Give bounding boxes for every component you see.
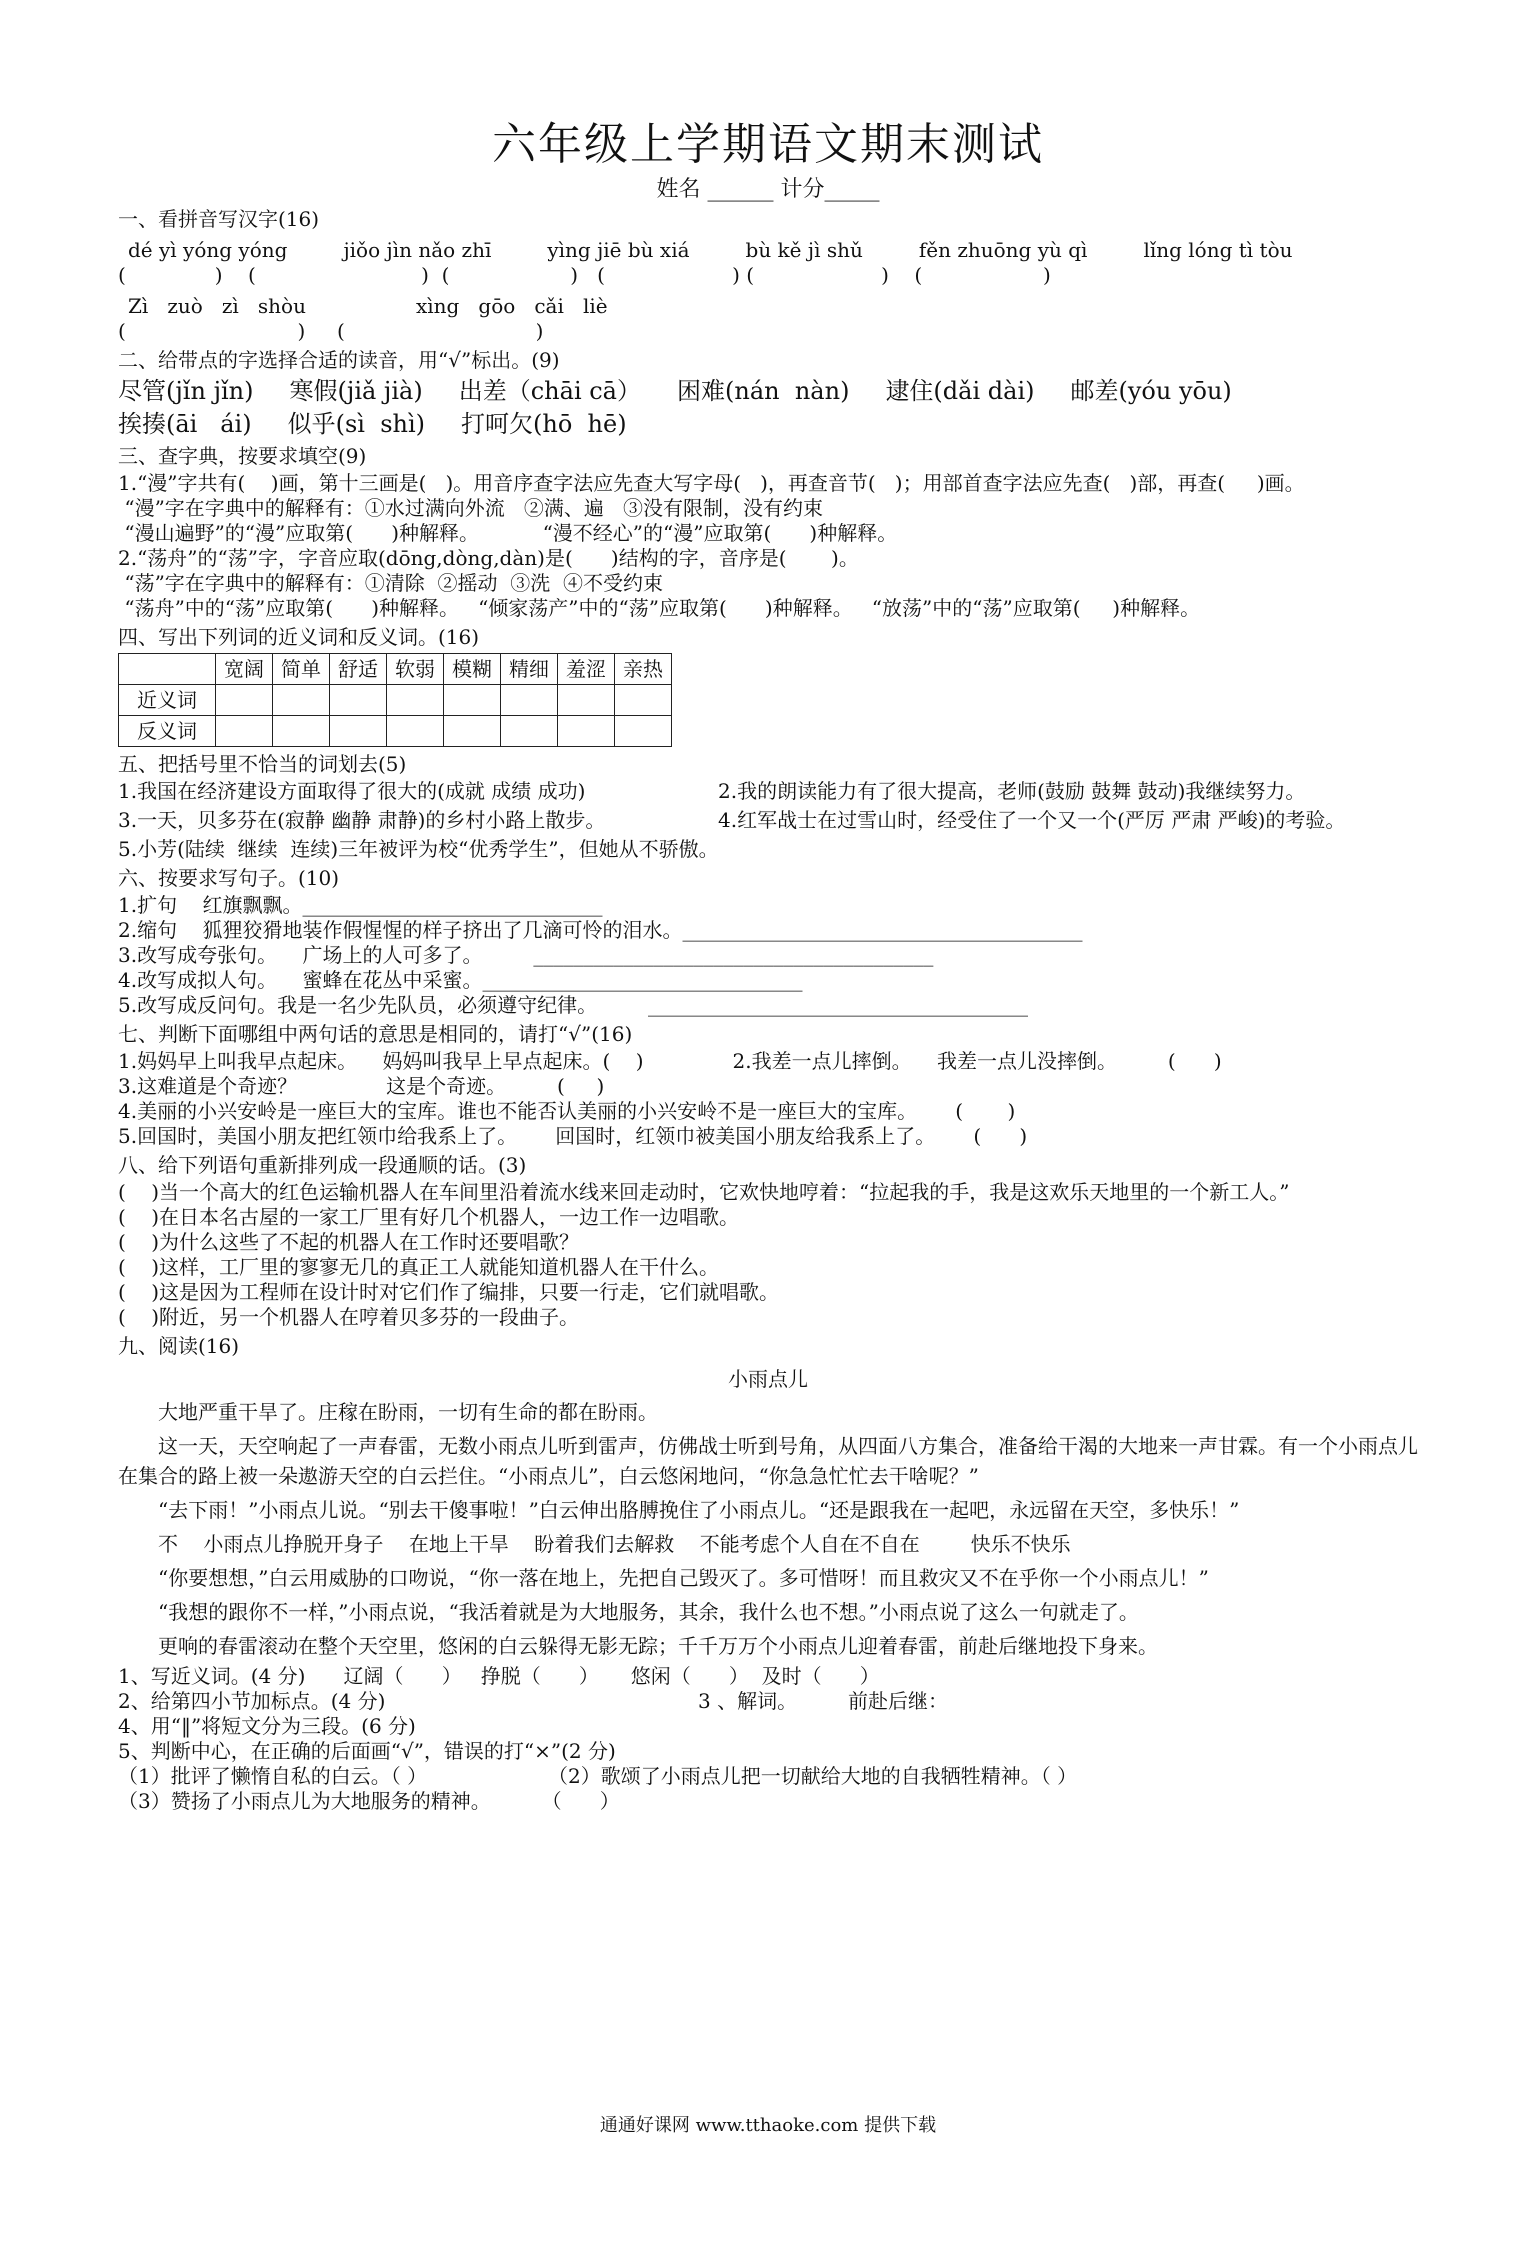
dictionary-line: “荡”字在字典中的解释有：①清除 ②摇动 ③洗 ④不受约束 [118, 571, 663, 596]
question-item: 4.红军战士在过雪山时，经受住了一个又一个(严厉 严肃 严峻)的考验。 [718, 808, 1346, 833]
judge-option[interactable]: （3）赞扬了小雨点儿为大地服务的精神。 （ ） [118, 1789, 620, 1814]
word-cell: 宽阔 [216, 654, 273, 685]
pronunciation-row-2 [118, 411, 1418, 439]
sentence-task[interactable]: 2.缩句 狐狸狡猾地装作假惺惺的样子挤出了几滴可怜的泪水。________________________________________ [118, 918, 1083, 943]
answer-cell[interactable] [444, 685, 501, 716]
pronunciation-item[interactable]: 困难(nán nàn) [677, 376, 850, 405]
dictionary-line: “荡舟”中的“荡”应取第( )种解释。 “倾家荡产”中的“荡”应取第( )种解释。 “放荡”中的“荡”应取第( )种解释。 [118, 596, 1201, 621]
dictionary-line: “漫山遍野”的“漫”应取第( )种解释。 “漫不经心”的“漫”应取第( )种解释。 [118, 521, 898, 546]
sentence-task[interactable]: 1.扩句 红旗飘飘。______________________________ [118, 893, 603, 918]
story-paragraph: 这一天，天空响起了一声春雷，无数小雨点儿听到雷声，仿佛战士听到号角，从四面八方集合，准备给干渴的大地来一声甘霖。有一个小雨点儿在集合的路上被一朵遨游天空的白云拦住。“小雨点儿”，白云悠闲地问，“你急急忙忙去干啥呢？” [118, 1434, 1418, 1489]
question-pair [118, 1690, 1418, 1713]
pinyin-item: bù kě jì shǔ [745, 237, 863, 262]
judge-item[interactable]: 4.美丽的小兴安岭是一座巨大的宝库。谁也不能否认美丽的小兴安岭不是一座巨大的宝库。 ( ) [118, 1099, 1016, 1124]
table-corner-cell [119, 654, 216, 685]
reading-question[interactable]: 2、给第四小节加标点。(4 分) [118, 1689, 386, 1714]
pronunciation-item[interactable]: 打呵欠(hō hē) [461, 410, 627, 439]
table-row [119, 716, 672, 747]
sentence-task[interactable]: 5.改写成反问句。我是一名少先队员，必须遵守纪律。 ______________________________________ [118, 993, 1028, 1018]
pronunciation-item[interactable]: 寒假(jiǎ jià) [289, 376, 423, 405]
answer-cell[interactable] [615, 716, 672, 747]
answer-cell[interactable] [216, 685, 273, 716]
order-item[interactable]: ( )这样，工厂里的寥寥无几的真正工人就能知道机器人在干什么。 [118, 1255, 720, 1280]
pinyin-row-1 [128, 239, 1418, 262]
pinyin-item: fěn zhuōng yù qì [918, 237, 1088, 262]
reading-question[interactable]: 1、写近义词。(4 分) 辽阔（ ） 挣脱（ ） 悠闲（ ） 及时（ ） [118, 1664, 880, 1689]
story-paragraph: “我想的跟你不一样，”小雨点说，“我活着就是为大地服务，其余，我什么也不想。”小雨点说了这么一句就走了。 [158, 1600, 1139, 1625]
page-title: 六年级上学期语文期末测试 [492, 119, 1044, 170]
judge-item[interactable]: 3.这难道是个奇迹？ 这是个奇迹。 ( ) [118, 1074, 605, 1099]
word-cell: 精细 [501, 654, 558, 685]
pinyin-item: dé yì yóng yóng [128, 237, 288, 262]
word-cell: 软弱 [387, 654, 444, 685]
section-9-heading: 九、阅读(16) [118, 1334, 240, 1359]
order-item[interactable]: ( )附近，另一个机器人在哼着贝多芬的一段曲子。 [118, 1305, 580, 1330]
answer-cell[interactable] [273, 685, 330, 716]
answer-cell[interactable] [387, 685, 444, 716]
order-item[interactable]: ( )当一个高大的红色运输机器人在车间里沿着流水线来回走动时，它欢快地哼着：“拉起我的手，我是这欢乐天地里的一个新工人。” [118, 1180, 1290, 1205]
page-footer: 通通好课网 www.tthaoke.com 提供下载 [599, 2115, 937, 2136]
word-cell: 羞涩 [558, 654, 615, 685]
dictionary-line: “漫”字在字典中的解释有：①水过满向外流 ②满、遍 ③没有限制，没有约束 [118, 496, 823, 521]
order-item[interactable]: ( )在日本名古屋的一家工厂里有好几个机器人，一边工作一边唱歌。 [118, 1205, 740, 1230]
answer-cell[interactable] [330, 716, 387, 747]
section-8-heading: 八、给下列语句重新排列成一段通顺的话。(3) [118, 1153, 527, 1178]
section-5-heading: 五、把括号里不恰当的词划去(5) [118, 752, 407, 777]
table-row [119, 685, 672, 716]
pinyin-row-2 [128, 295, 1418, 318]
story-paragraph: 大地严重干旱了。庄稼在盼雨，一切有生命的都在盼雨。 [158, 1400, 658, 1425]
row-label: 近义词 [119, 685, 216, 716]
answer-cell[interactable] [615, 685, 672, 716]
section-6-heading: 六、按要求写句子。(10) [118, 866, 340, 891]
word-cell: 模糊 [444, 654, 501, 685]
judge-item[interactable]: 5.回国时，美国小朋友把红领巾给我系上了。 回国时，红领巾被美国小朋友给我系上了。 ( ) [118, 1124, 1028, 1149]
dictionary-line: 2.“荡舟”的“荡”字，字音应取(dōng,dòng,dàn)是( )结构的字，音序是( )。 [118, 546, 859, 571]
pinyin-item: yìng jiē bù xiá [547, 237, 690, 262]
answer-cell[interactable] [444, 716, 501, 747]
question-pair [118, 1765, 1418, 1788]
order-item[interactable]: ( )为什么这些了不起的机器人在工作时还要唱歌？ [118, 1230, 580, 1255]
question-pair [118, 780, 1418, 803]
word-cell: 简单 [273, 654, 330, 685]
word-cell: 舒适 [330, 654, 387, 685]
judge-option[interactable]: （1）批评了懒惰自私的白云。（ ） [118, 1764, 428, 1789]
answer-cell[interactable] [501, 716, 558, 747]
answer-cell[interactable] [216, 716, 273, 747]
pronunciation-item[interactable]: 逮住(dǎi dài) [885, 376, 1035, 405]
pinyin-item: Zì zuò zì shòu [128, 293, 306, 318]
answer-cell[interactable] [330, 685, 387, 716]
table-header-row [119, 654, 672, 685]
question-pair [118, 809, 1418, 832]
row-label: 反义词 [119, 716, 216, 747]
reading-question[interactable]: 3 、解词。 前赴后继： [698, 1689, 948, 1714]
section-1-heading: 一、看拼音写汉字(16) [118, 206, 320, 231]
question-item: 3.一天，贝多芬在(寂静 幽静 肃静)的乡村小路上散步。 [118, 808, 606, 833]
pronunciation-item[interactable]: 出差（chāi cā） [458, 376, 641, 405]
synonym-antonym-table [118, 653, 672, 747]
section-3-heading: 三、查字典，按要求填空(9) [118, 444, 367, 469]
story-paragraph: “去下雨！”小雨点儿说。“别去干傻事啦！”白云伸出胳膊挽住了小雨点儿。“还是跟我在一起吧，永远留在天空，多快乐！” [158, 1498, 1240, 1523]
answer-cell[interactable] [387, 716, 444, 747]
answer-cell[interactable] [273, 716, 330, 747]
pronunciation-item[interactable]: 挨揍(āi ái) [118, 410, 252, 439]
story-paragraph: “你要想想，”白云用威胁的口吻说，“你一落在地上，先把自己毁灭了。多可惜呀！而且救灾又不在乎你一个小雨点儿！” [158, 1566, 1209, 1591]
pinyin-item: lǐng lóng tì tòu [1143, 237, 1293, 262]
pronunciation-row-1 [118, 378, 1418, 406]
name-score-line: 姓名 ______ 计分_____ [656, 176, 880, 202]
pronunciation-item[interactable]: 尽管(jǐn jǐn) [118, 376, 254, 405]
judge-option[interactable]: （2）歌颂了小雨点儿把一切献给大地的自我牺牲精神。（ ） [548, 1764, 1078, 1789]
pinyin-item: jiǒo jìn nǎo zhī [343, 237, 492, 262]
reading-question[interactable]: 4、用“‖”将短文分为三段。(6 分) [118, 1714, 416, 1739]
pinyin-item: xìng gōo cǎi liè [415, 293, 608, 318]
story-paragraph: 更响的春雷滚动在整个天空里，悠闲的白云躲得无影无踪；千千万万个小雨点儿迎着春雷，前赴后继地投下身来。 [158, 1634, 1158, 1659]
question-item: 5.小芳(陆续 继续 连续)三年被评为校“优秀学生”，但她从不骄傲。 [118, 837, 719, 862]
story-title: 小雨点儿 [728, 1367, 808, 1392]
reading-question[interactable]: 5、判断中心，在正确的后面画“√”，错误的打“×”(2 分) [118, 1739, 616, 1764]
pronunciation-item[interactable]: 似乎(sì shì) [287, 410, 426, 439]
pronunciation-item[interactable]: 邮差(yóu yōu) [1070, 376, 1232, 405]
answer-parens-1[interactable]: ( ) ( ) ( ) ( ) ( ) ( ) [118, 262, 1051, 287]
section-7-heading: 七、判断下面哪组中两句话的意思是相同的，请打“√”(16) [118, 1022, 633, 1047]
story-paragraph: 不 小雨点儿挣脱开身子 在地上干旱 盼着我们去解救 不能考虑个人自在不自在 快乐不快乐 [158, 1532, 1071, 1557]
answer-cell[interactable] [558, 685, 615, 716]
dictionary-line: 1.“漫”字共有( )画，第十三画是( )。用音序查字法应先查大写字母( )，再查音节( )；用部首查字法应先查( )部，再查( )画。 [118, 471, 1305, 496]
section-2-heading: 二、给带点的字选择合适的读音，用“√”标出。(9) [118, 347, 560, 372]
sentence-task[interactable]: 3.改写成夸张句。 广场上的人可多了。 ________________________________________ [118, 943, 934, 968]
question-item: 1.我国在经济建设方面取得了很大的(成就 成绩 成功) [118, 779, 586, 804]
exam-page [118, 120, 1418, 1815]
word-cell: 亲热 [615, 654, 672, 685]
order-item[interactable]: ( )这是因为工程师在设计时对它们作了编排，只要一行走，它们就唱歌。 [118, 1280, 780, 1305]
sentence-task[interactable]: 4.改写成拟人句。 蜜蜂在花丛中采蜜。________________________________ [118, 968, 803, 993]
judge-item[interactable]: 1.妈妈早上叫我早点起床。 妈妈叫我早上早点起床。( ) 2.我差一点儿摔倒。 我差一点儿没摔倒。 ( ) [118, 1049, 1222, 1074]
section-4-heading: 四、写出下列词的近义词和反义词。(16) [118, 625, 480, 650]
question-item: 2.我的朗读能力有了很大提高，老师(鼓励 鼓舞 鼓动)我继续努力。 [718, 779, 1306, 804]
answer-cell[interactable] [558, 716, 615, 747]
answer-parens-2[interactable]: ( ) ( ) [118, 318, 544, 343]
answer-cell[interactable] [501, 685, 558, 716]
